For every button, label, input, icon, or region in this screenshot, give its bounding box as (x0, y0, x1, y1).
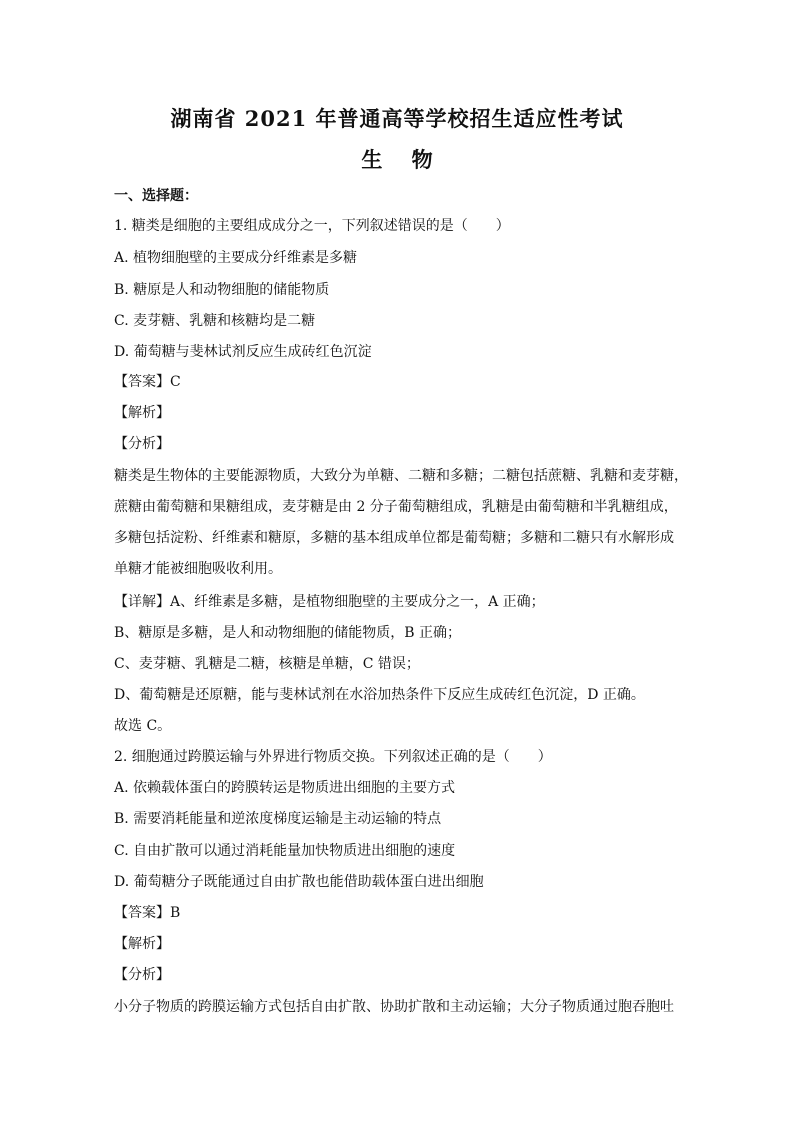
document-title: 湖南省 2021 年普通高等学校招生适应性考试 (170, 106, 624, 131)
q1-fenxi-label: 【分析】 (114, 436, 170, 452)
q2-answer: 【答案】B (114, 905, 181, 921)
q2-option-a: A. 依赖载体蛋白的跨膜转运是物质进出细胞的主要方式 (114, 780, 456, 796)
q1-option-b: B. 糖原是人和动物细胞的储能物质 (114, 282, 330, 298)
q1-detail-line: B、糖原是多糖，是人和动物细胞的储能物质，B 正确； (114, 625, 462, 641)
q1-conclusion: 故选 C。 (114, 718, 172, 734)
q1-fenxi-line: 糖类是生物体的主要能源物质，大致分为单糖、二糖和多糖；二糖包括蔗糖、乳糖和麦芽糖， (114, 468, 688, 484)
q2-stem: 2. 细胞通过跨膜运输与外界进行物质交换。下列叙述正确的是（ ） (114, 749, 552, 765)
q1-fenxi-line: 蔗糖由葡萄糖和果糖组成，麦芽糖是由 2 分子葡萄糖组成，乳糖是由葡萄糖和半乳糖组成， (114, 499, 678, 515)
q1-option-c: C. 麦芽糖、乳糖和核糖均是二糖 (114, 313, 316, 329)
q1-option-d: D. 葡萄糖与斐林试剂反应生成砖红色沉淀 (114, 344, 372, 360)
section-heading: 一、选择题： (114, 188, 198, 204)
q1-option-a: A. 植物细胞壁的主要成分纤维素是多糖 (114, 250, 358, 266)
q2-fenxi-label: 【分析】 (114, 967, 170, 983)
q2-option-c: C. 自由扩散可以通过消耗能量加快物质进出细胞的速度 (114, 843, 456, 859)
q1-detail-line: C、麦芽糖、乳糖是二糖，核糖是单糖，C 错误； (114, 656, 420, 672)
q2-fenxi-line: 小分子物质的跨膜运输方式包括自由扩散、协助扩散和主动运输；大分子物质通过胞吞胞吐 (114, 999, 674, 1015)
q2-analysis-label: 【解析】 (114, 936, 170, 952)
q2-option-b: B. 需要消耗能量和逆浓度梯度运输是主动运输的特点 (114, 811, 442, 827)
q1-fenxi-line: 单糖才能被细胞吸收利用。 (114, 561, 282, 577)
q1-fenxi-line: 多糖包括淀粉、纤维素和糖原，多糖的基本组成单位都是葡萄糖；多糖和二糖只有水解形成 (114, 530, 674, 546)
q2-option-d: D. 葡萄糖分子既能通过自由扩散也能借助载体蛋白进出细胞 (114, 874, 484, 890)
q1-detail-line: D、葡萄糖是还原糖，能与斐林试剂在水浴加热条件下反应生成砖红色沉淀，D 正确。 (114, 687, 645, 703)
q1-analysis-label: 【解析】 (114, 405, 170, 421)
q1-answer: 【答案】C (114, 374, 181, 390)
q1-stem: 1. 糖类是细胞的主要组成成分之一，下列叙述错误的是（ ） (114, 218, 510, 234)
subject-title: 生 物 (361, 147, 433, 172)
q1-detail-line: 【详解】A、纤维素是多糖，是植物细胞壁的主要成分之一，A 正确； (114, 594, 545, 610)
